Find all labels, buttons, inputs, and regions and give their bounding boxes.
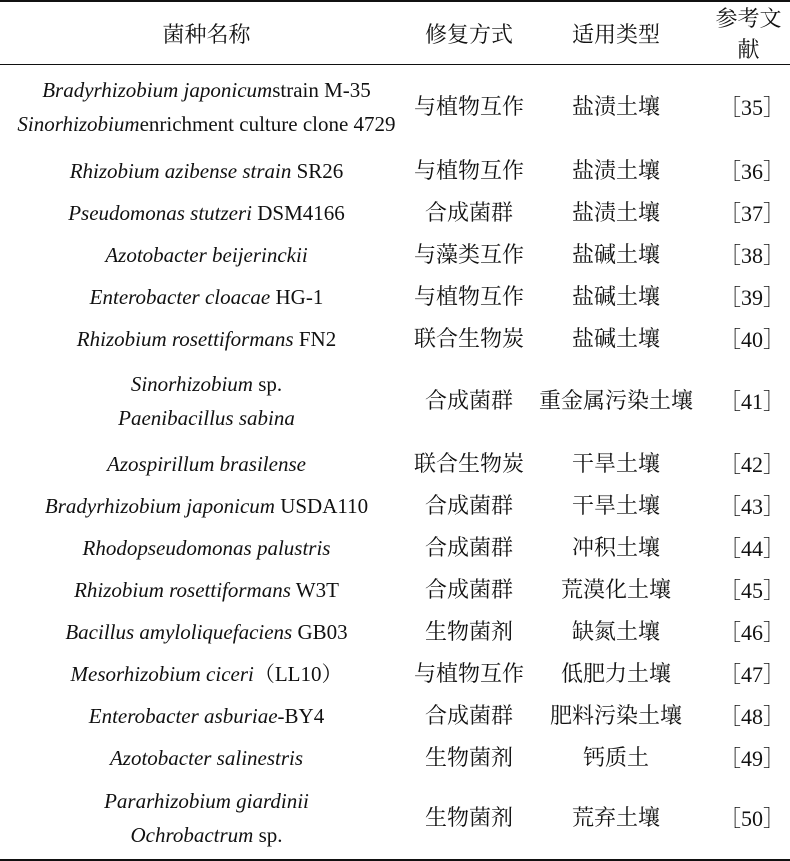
reference-cell: ［39］	[719, 284, 786, 310]
table-row	[0, 612, 790, 654]
strain-name-line	[0, 323, 413, 357]
strain-name-cell	[0, 444, 413, 486]
soil-type-cell: 干旱土壤	[571, 451, 660, 477]
strain-id: GB03	[292, 619, 348, 644]
strain-id: DSM4166	[251, 200, 345, 225]
soil-type-cell: 缺氮土壤	[571, 619, 660, 645]
repair-method-cell: 与植物互作	[413, 95, 524, 121]
table-row	[0, 235, 790, 277]
strain-id: USDA110	[274, 493, 369, 518]
scientific-name: Rhodopseudomonas palustris	[82, 535, 331, 560]
scientific-name: Bacillus amyloliquefaciens	[65, 619, 293, 644]
header-reference: 参考文献	[707, 1, 790, 65]
strain-name-line	[0, 532, 413, 566]
scientific-name: Paenibacillus sabina	[118, 406, 295, 430]
soil-type-cell: 盐碱土壤	[571, 326, 660, 352]
strain-name-cell	[0, 486, 413, 528]
reference-cell: ［40］	[719, 326, 786, 352]
soil-type-cell: 肥料污染土壤	[549, 703, 682, 729]
header-strain-name: 菌种名称	[0, 1, 413, 65]
strain-id: enrichment culture clone 4729	[139, 111, 396, 136]
scientific-name: Azotobacter beijerinckii	[105, 242, 308, 267]
reference-cell: ［49］	[719, 745, 786, 771]
reference-cell: ［50］	[707, 780, 790, 860]
strain-id: sp.	[253, 823, 283, 847]
repair-method-cell: 合成菌群	[424, 703, 513, 729]
strain-name-line	[0, 448, 413, 482]
repair-method-cell: 与藻类互作	[413, 242, 524, 268]
strain-name-cell	[0, 612, 413, 654]
scientific-name: Enterobacter asburiae	[88, 703, 278, 728]
reference-cell: ［41］	[719, 389, 786, 415]
reference-cell: ［48］	[719, 703, 786, 729]
repair-method-cell: 合成菌群	[424, 389, 513, 415]
repair-method-cell: 与植物互作	[413, 158, 524, 184]
table-row	[0, 361, 790, 444]
soil-type-cell: 盐渍土壤	[571, 95, 660, 121]
soil-type-cell: 荒弃土壤	[525, 780, 707, 860]
soil-type-cell: 盐渍土壤	[571, 158, 660, 184]
scientific-name: Azotobacter salinestris	[109, 745, 304, 770]
repair-method-cell: 合成菌群	[424, 535, 513, 561]
table-body	[0, 65, 790, 860]
strain-id: strain M-35	[272, 78, 371, 103]
scientific-name: Rhizobium azibense strain	[69, 158, 292, 183]
soil-type-cell: 冲积土壤	[571, 535, 660, 561]
reference-cell: ［44］	[719, 535, 786, 561]
reference-cell: ［43］	[719, 493, 786, 519]
repair-method-cell: 生物菌剂	[413, 780, 525, 860]
repair-method-cell: 与植物互作	[413, 284, 524, 310]
scientific-name: Enterobacter cloacae	[89, 284, 271, 309]
scientific-name: Rhizobium rosettiformans	[74, 577, 291, 602]
scientific-name: Pararhizobium giardinii	[104, 789, 309, 814]
strain-name-cell	[0, 361, 413, 444]
repair-method-cell: 生物菌剂	[424, 745, 513, 771]
strain-id: W3T	[290, 577, 339, 602]
strain-name-cell	[0, 319, 413, 361]
strain-id: HG-1	[270, 284, 324, 309]
strain-name-line	[0, 197, 413, 231]
table-row	[0, 277, 790, 319]
strain-name-cell	[0, 696, 413, 738]
table-row	[0, 151, 790, 193]
strain-name-cell	[0, 528, 413, 570]
repair-method-cell: 合成菌群	[424, 577, 513, 603]
header-repair-method: 修复方式	[413, 1, 525, 65]
scientific-name: Sinorhizobium	[130, 372, 253, 397]
repair-method-cell: 联合生物炭	[413, 326, 524, 352]
strain-name-cell	[0, 738, 413, 780]
table-row	[0, 780, 790, 860]
scientific-name: Azospirillum brasilense	[107, 451, 306, 476]
strain-name-line	[0, 490, 413, 524]
reference-cell: ［45］	[719, 577, 786, 603]
reference-cell: ［36］	[719, 158, 786, 184]
table-row	[0, 528, 790, 570]
scientific-name: Rhizobium rosettiformans	[76, 326, 294, 351]
strain-name-cell	[0, 151, 413, 193]
strain-name-line	[0, 742, 413, 776]
header-soil-type: 适用类型	[525, 1, 707, 65]
strain-name-cell	[0, 235, 413, 277]
repair-method-cell: 与植物互作	[413, 661, 524, 687]
table-row	[0, 444, 790, 486]
strain-name-line	[0, 239, 413, 273]
header-row	[0, 1, 790, 65]
scientific-name: Ochrobactrum	[130, 823, 254, 847]
repair-method-cell: 合成菌群	[424, 200, 513, 226]
soil-type-cell: 盐碱土壤	[571, 284, 660, 310]
scientific-name: Sinorhizobium	[17, 111, 140, 136]
reference-cell: ［46］	[719, 619, 786, 645]
repair-method-cell: 合成菌群	[424, 493, 513, 519]
strain-name-line	[0, 785, 413, 819]
scientific-name: Mesorhizobium ciceri	[70, 661, 254, 686]
repair-method-cell: 生物菌剂	[424, 619, 513, 645]
scientific-name: Pseudomonas stutzeri	[68, 200, 252, 225]
strain-name-line	[0, 658, 413, 692]
table-row	[0, 65, 790, 151]
table-row	[0, 696, 790, 738]
strain-name-cell	[0, 654, 413, 696]
soil-type-cell: 重金属污染土壤	[538, 389, 693, 415]
strain-name-cell	[0, 570, 413, 612]
strain-name-line	[0, 819, 413, 853]
strain-name-line	[0, 74, 413, 108]
reference-cell: ［38］	[719, 242, 786, 268]
reference-cell: ［42］	[719, 451, 786, 477]
scientific-name: Bradyrhizobium japonicum	[44, 493, 275, 518]
strain-name-line	[0, 700, 413, 734]
soil-type-cell: 干旱土壤	[571, 493, 660, 519]
strain-id: SR26	[291, 158, 344, 183]
strain-name-line	[0, 368, 413, 402]
strain-name-cell	[0, 193, 413, 235]
table-row	[0, 738, 790, 780]
soil-type-cell: 盐碱土壤	[571, 242, 660, 268]
repair-method-cell: 联合生物炭	[413, 451, 524, 477]
strain-name-cell	[0, 65, 413, 151]
strain-name-cell	[0, 780, 413, 860]
soil-type-cell: 荒漠化土壤	[560, 577, 671, 603]
table-header	[0, 1, 790, 65]
strain-name-cell	[0, 277, 413, 319]
table-row	[0, 486, 790, 528]
table-row	[0, 570, 790, 612]
strain-name-line	[0, 574, 413, 608]
strain-name-line	[0, 108, 413, 142]
strain-name-line	[0, 402, 413, 436]
scientific-name: Bradyrhizobium japonicum	[42, 78, 273, 103]
soil-type-cell: 盐渍土壤	[571, 200, 660, 226]
soil-type-cell: 低肥力土壤	[560, 661, 671, 687]
strain-id: （LL10）	[253, 661, 343, 686]
reference-cell: ［37］	[719, 200, 786, 226]
reference-cell: ［47］	[719, 661, 786, 687]
strain-name-line	[0, 281, 413, 315]
strain-id: sp.	[252, 372, 283, 397]
strain-name-line	[0, 616, 413, 650]
strain-name-line	[0, 155, 413, 189]
table-row	[0, 319, 790, 361]
table-row	[0, 193, 790, 235]
strain-id: FN2	[293, 326, 337, 351]
strain-id: -BY4	[277, 703, 325, 728]
reference-cell: ［35］	[719, 95, 786, 121]
soil-type-cell: 钙质土	[582, 745, 649, 771]
table-row	[0, 654, 790, 696]
